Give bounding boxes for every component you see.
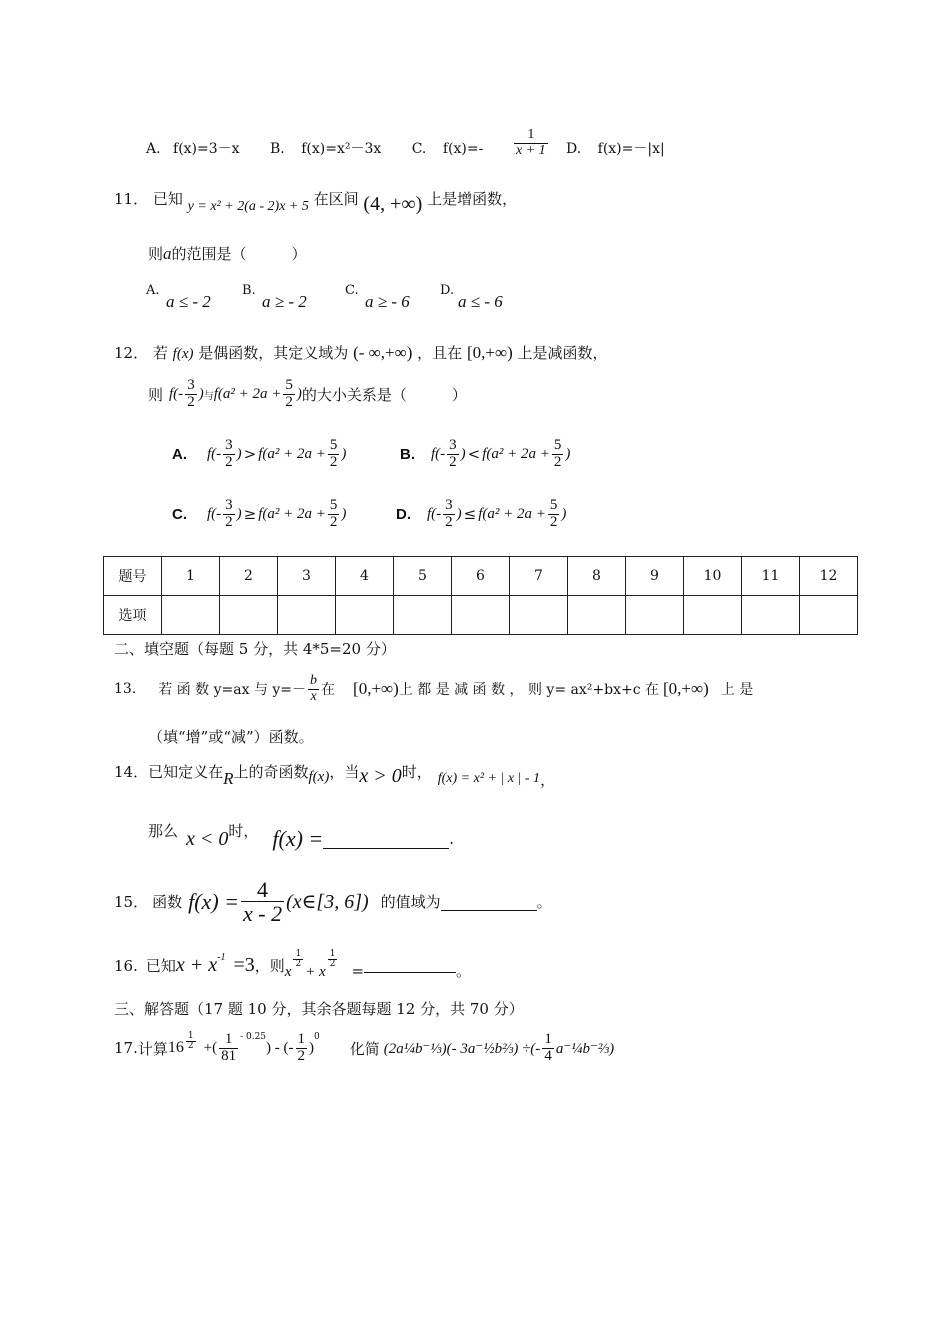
option-d-text: f(x)=－|x| (597, 141, 665, 157)
section-heading: 三、解答题（17 题 10 分，其余各题每题 12 分，共 70 分） (114, 1000, 524, 1018)
q12-option-d (396, 498, 566, 531)
q11-line2 (148, 243, 307, 264)
q12-f2: f(a² + 2a + (478, 505, 546, 522)
fraction-numerator: 3 (445, 497, 453, 513)
answer-cell[interactable] (742, 596, 800, 635)
table-cell: 9 (626, 557, 684, 596)
q13-text4: 上 是 (720, 682, 754, 699)
q12-paren: ) (341, 505, 347, 522)
answer-cell[interactable] (162, 596, 220, 635)
q17-exponent: - 0.25 (240, 1032, 267, 1042)
fraction-numerator: 5 (329, 437, 338, 453)
fraction-numerator: 1 (329, 949, 336, 959)
fraction-denominator: 2 (295, 959, 302, 970)
q14-line2 (148, 820, 454, 852)
option-b-label: B. (400, 445, 415, 463)
table-cell: 2 (220, 557, 278, 596)
q12-paren: ) (296, 385, 302, 402)
answer-cell[interactable] (394, 596, 452, 635)
q12-f-prefix: f(- (431, 445, 446, 462)
q14-condition2: x < 0 (186, 828, 229, 850)
fraction-numerator: 5 (553, 437, 562, 453)
q16-exponent: -1 (217, 952, 226, 963)
table-cell: 1 (162, 557, 220, 596)
option-d-label: D. (396, 505, 411, 523)
q13-text1: 若 函 数 y=ax 与 y=－ (158, 682, 307, 699)
q15-function: f(x) = (188, 888, 239, 914)
fraction-denominator: 2 (187, 393, 195, 410)
q17-plus: +( (203, 1039, 218, 1056)
fraction-denominator: 2 (445, 513, 453, 530)
q12-f-prefix: f(- (427, 505, 442, 522)
q11-question: 的范围是（ ） (171, 245, 307, 263)
q11-lead: 已知 (152, 190, 183, 208)
option-d-label: D. (566, 141, 582, 157)
answer-cell[interactable] (278, 596, 336, 635)
q11-mid: 在区间 (313, 190, 359, 208)
q11-tail: 上是增函数， (427, 190, 518, 208)
option-a-label: A. (172, 445, 187, 463)
q15-text1: 函数 (152, 893, 183, 912)
table-cell: 12 (800, 557, 858, 596)
q17-exponent: 0 (314, 1032, 320, 1042)
q12-line1 (114, 342, 608, 363)
question-number: 16. (114, 956, 138, 975)
table-cell: 5 (394, 557, 452, 596)
fraction-denominator: 2 (329, 513, 338, 530)
table-row (104, 557, 858, 596)
q12-function: f(x) (172, 346, 194, 362)
fraction-denominator: 2 (297, 1047, 306, 1064)
q12-paren: ) (236, 505, 242, 522)
comparison-operator: ≥ (243, 505, 257, 524)
q16-equals2: = (351, 961, 365, 980)
answer-blank[interactable] (323, 826, 449, 849)
q12-paren: ) (236, 445, 242, 462)
fraction-numerator: 3 (225, 437, 233, 453)
table-header-cell: 选项 (104, 596, 162, 635)
option-c-text: f(x)=- (442, 141, 484, 157)
option-c-label: C. (411, 141, 427, 157)
q14-then: 那么 (148, 822, 179, 840)
table-cell: 4 (336, 557, 394, 596)
q13-interval2: [0,+∞) (662, 679, 709, 699)
q13-text2: 在 (321, 682, 336, 699)
q10-d (566, 138, 665, 158)
q12-f2: f(a² + 2a + (258, 505, 326, 522)
q11-interval: (4, +∞) (363, 193, 423, 215)
fraction-numerator: 1 (295, 949, 302, 959)
q16-equals: =3 (233, 954, 255, 976)
q14-function: f(x) (308, 769, 330, 785)
fraction-numerator: 3 (449, 437, 457, 453)
q12-interval: [0,+∞) (466, 343, 513, 362)
fraction-numerator: 1 (297, 1031, 306, 1047)
q12-f-prefix: f(- (207, 505, 222, 522)
q14-line1 (114, 761, 555, 790)
q13-line2: （填“增”或“减”）函数。 (148, 728, 314, 746)
answer-cell[interactable] (452, 596, 510, 635)
q15-domain: (x∈[3, 6]) (286, 891, 369, 914)
fraction-numerator: 5 (329, 497, 338, 513)
q14-end: . (449, 830, 455, 848)
q16-text1: 已知 (145, 957, 176, 975)
table-cell: 7 (510, 557, 568, 596)
q12-option-b (400, 438, 570, 471)
q12-text2: ，且在 (417, 344, 463, 362)
q14-R: R (223, 769, 234, 788)
q11-option-b: a ≥ - 2 (262, 292, 307, 311)
fraction-denominator: 2 (285, 393, 293, 410)
q11-option-c-label: C. (345, 283, 359, 298)
q17-simplify-label: 化简 (349, 1039, 380, 1058)
q12-paren: ) (341, 445, 347, 462)
fraction-denominator: 4 (544, 1047, 552, 1064)
q11-option-b-label: B. (242, 283, 256, 298)
q12-paren: ) (456, 505, 462, 522)
q17-simplify-expr: (2a¼b⁻⅓)(- 3a⁻½b⅔) ÷(- (383, 1040, 541, 1057)
q14-text2: 上的奇函数 (233, 763, 309, 781)
q11-then: 则 (148, 245, 164, 263)
q11-var: a (163, 244, 172, 263)
q15-end: 。 (536, 893, 552, 912)
option-b-label: B. (270, 141, 285, 157)
q10-options (146, 138, 483, 158)
table-row (104, 596, 858, 635)
question-number: 15． (114, 893, 149, 912)
q12-option-c (172, 498, 346, 531)
fraction-numerator: 1 (527, 127, 535, 142)
question-number: 12． (114, 344, 149, 362)
comparison-operator: ≤ (463, 505, 477, 524)
q12-f2: f(a² + 2a + (258, 445, 326, 462)
q11-options (146, 283, 160, 298)
answer-cell[interactable] (800, 596, 858, 635)
table-cell: 6 (452, 557, 510, 596)
answer-cell[interactable] (626, 596, 684, 635)
answer-blank[interactable] (364, 958, 456, 973)
fraction-numerator: 3 (225, 497, 233, 513)
fraction-denominator: 2 (449, 453, 457, 470)
q12-f2: f(a² + 2a + (213, 385, 282, 402)
fraction-denominator: 2 (553, 453, 562, 470)
fraction-denominator: 2 (329, 453, 338, 470)
answer-blank[interactable] (441, 892, 537, 911)
option-b-text: f(x)=x²－3x (301, 141, 382, 157)
question-number: 11． (114, 190, 149, 208)
q10-c-fraction (512, 128, 550, 158)
table-cell: 10 (684, 557, 742, 596)
answer-cell[interactable] (684, 596, 742, 635)
comparison-operator: > (243, 445, 257, 464)
q14-text5: ， (540, 771, 556, 789)
option-a-label: A. (146, 141, 161, 157)
q12-text3: 上是减函数， (517, 344, 608, 362)
q11-option-d-label: D. (440, 283, 455, 298)
q12-f-prefix: f(- (207, 445, 222, 462)
q17-tail: a⁻¼b⁻⅔) (555, 1040, 615, 1057)
question-number: 13. (114, 681, 137, 698)
table-cell: 11 (742, 557, 800, 596)
section-heading: 二、填空题（每题 5 分，共 4*5=20 分） (114, 640, 396, 658)
fraction-denominator: 2 (225, 453, 233, 470)
option-a-label: A. (146, 283, 160, 298)
q17-minus: ) - (- (266, 1039, 294, 1056)
q16-line (114, 950, 471, 981)
fraction-denominator: x (310, 688, 317, 704)
answer-table (103, 556, 858, 635)
fraction-numerator: 5 (285, 377, 293, 393)
answer-cell[interactable] (220, 596, 278, 635)
fraction-numerator: b (310, 673, 318, 688)
q13-text3: 上 都 是 减 函 数 ， 则 y= ax²+bx+c 在 (398, 682, 659, 699)
q12-f2: f(a² + 2a + (482, 445, 550, 462)
q17-base: 16 (167, 1039, 184, 1057)
q14-text3: ，当 (329, 763, 360, 781)
fraction-numerator: 1 (224, 1031, 233, 1047)
table-cell: 8 (568, 557, 626, 596)
q16-end: 。 (456, 962, 472, 980)
q14-function2: f(x) = (272, 826, 324, 851)
q12-and: 与 (203, 390, 214, 402)
q12-paren: ) (460, 445, 466, 462)
fraction-numerator: 3 (187, 377, 195, 393)
q14-expression: f(x) = x² + | x | - 1 (437, 771, 541, 786)
fraction-numerator: 1 (544, 1031, 552, 1047)
q11-option-a: a ≤ - 2 (166, 292, 211, 311)
q12-then: 则 (148, 385, 164, 404)
question-number: 17. (114, 1039, 138, 1058)
q16-text2: ，则 (254, 957, 285, 975)
q12-line2 (148, 378, 467, 411)
q14-time: 时， (228, 822, 259, 840)
q16-expression: x + x (175, 954, 218, 976)
fraction-denominator: 2 (225, 513, 233, 530)
q11-option-c: a ≥ - 6 (365, 292, 410, 311)
comparison-operator: < (467, 445, 481, 464)
q14-text1: 已知定义在 (148, 763, 224, 781)
fraction-denominator: 2 (187, 1041, 194, 1052)
answer-cell[interactable] (336, 596, 394, 635)
q17-compute: 计算 (137, 1039, 168, 1058)
q14-condition: x > 0 (359, 765, 402, 787)
q15-line (114, 878, 552, 925)
fraction-numerator: 1 (187, 1031, 194, 1041)
q12-option-a (172, 438, 346, 471)
answer-cell[interactable] (510, 596, 568, 635)
q12-text1: 是偶函数，其定义域为 (198, 344, 349, 362)
fraction-denominator: x + 1 (516, 142, 546, 158)
question-number: 14． (114, 763, 149, 781)
fraction-denominator: 81 (221, 1047, 237, 1064)
q11-line1 (114, 188, 517, 216)
answer-cell[interactable] (568, 596, 626, 635)
q11-expression: y = x² + 2(a - 2)x + 5 (187, 199, 309, 214)
q12-question: 的大小关系是（ ） (301, 385, 467, 404)
fraction-denominator: x - 2 (242, 901, 283, 927)
q12-lead: 若 (152, 344, 168, 362)
fraction-denominator: 2 (329, 959, 336, 970)
q17-line (114, 1032, 614, 1065)
option-a-text: f(x)=3－x (173, 141, 240, 157)
q16-plus: + x (305, 964, 326, 980)
q16-x: x (284, 964, 292, 980)
q14-text4: 时， (401, 763, 432, 781)
fraction-numerator: 4 (257, 877, 269, 902)
table-header-cell: 题号 (104, 557, 162, 596)
q13-line1 (114, 674, 753, 704)
q12-domain: (- ∞,+∞) (353, 343, 413, 362)
q12-paren: ) (561, 505, 567, 522)
q11-option-d: a ≤ - 6 (458, 292, 503, 311)
q17-paren: ) (309, 1039, 315, 1056)
q13-interval1: [0,+∞) (353, 679, 399, 699)
fraction-denominator: 2 (549, 513, 558, 530)
q12-paren: ) (565, 445, 571, 462)
q15-text2: 的值域为 (380, 893, 441, 912)
table-cell: 3 (278, 557, 336, 596)
q12-paren: ) (198, 385, 204, 402)
fraction-numerator: 5 (549, 497, 558, 513)
q12-f-prefix: f(- (169, 385, 184, 402)
option-c-label: C. (172, 505, 187, 523)
